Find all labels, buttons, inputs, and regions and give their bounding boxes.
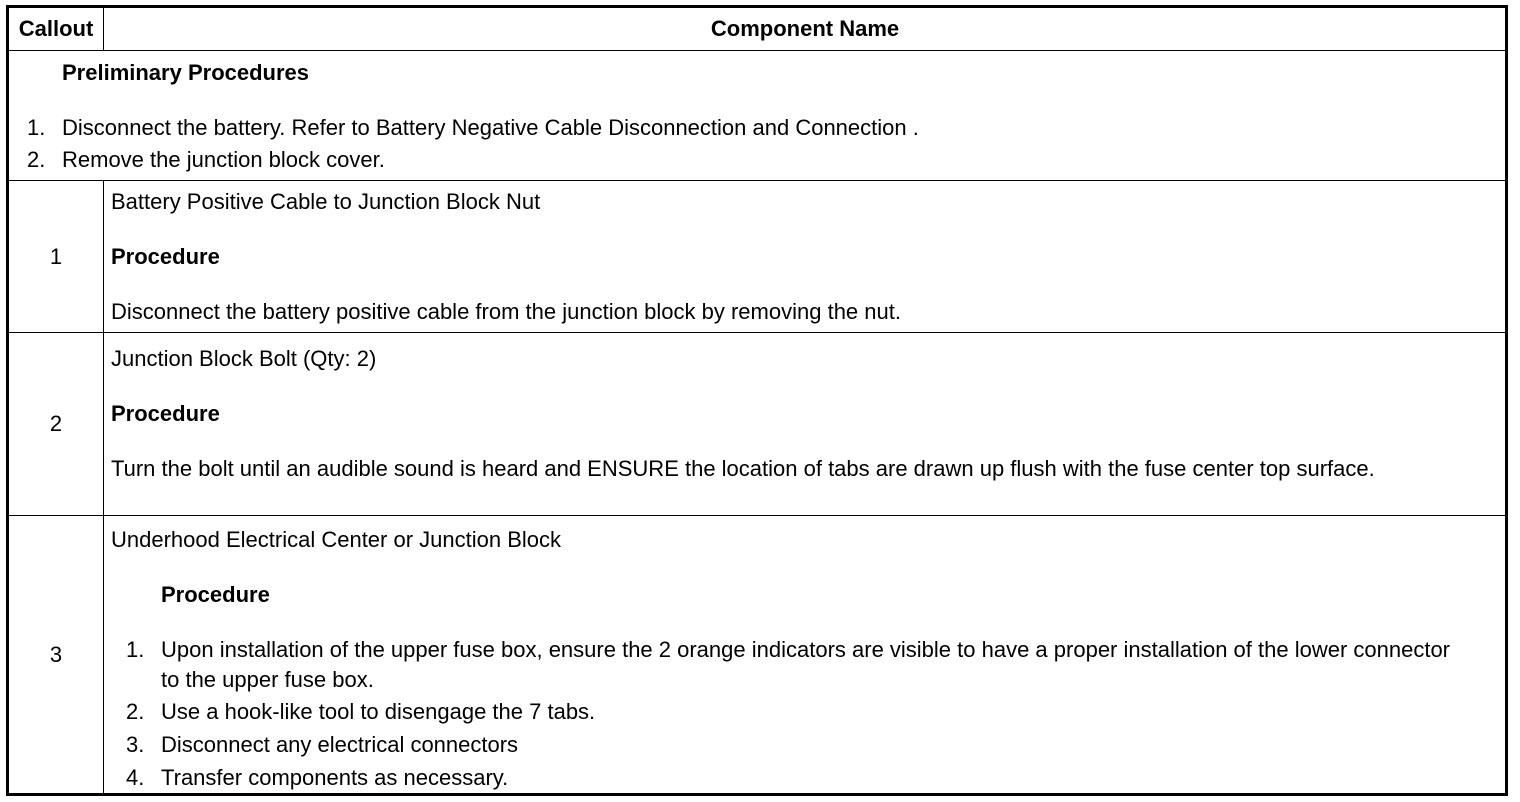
callout-number: 3 [9, 516, 104, 793]
procedure-step-number: 3. [126, 732, 145, 757]
component-name-column-header: Component Name [710, 16, 900, 41]
component-cell [105, 516, 1505, 793]
procedure-label: Procedure [111, 244, 220, 269]
procedure-label: Procedure [111, 401, 220, 426]
procedure-step-text: Upon installation of the upper fuse box, ensure the 2 orange indicators are visible to have a proper installation of the lower connector to the upper fuse box. [161, 637, 1451, 692]
procedure-step-text: Disconnect any electrical connectors [161, 732, 519, 757]
component-name: Battery Positive Cable to Junction Block Nut [111, 189, 541, 214]
procedure-label: Procedure [161, 582, 270, 607]
preliminary-step-number: 1. [27, 115, 46, 140]
callout-number: 1 [9, 181, 104, 332]
procedure-step-text: Use a hook-like tool to disengage the 7 tabs. [161, 699, 596, 724]
component-cell [105, 333, 1505, 515]
component-cell [105, 181, 1505, 332]
procedure-text: Turn the bolt until an audible sound is heard and ENSURE the location of tabs are drawn up flush with the fuse center top surface. [111, 456, 1375, 481]
procedure-text: Disconnect the battery positive cable from the junction block by removing the nut. [111, 299, 901, 324]
callout-number: 2 [9, 333, 104, 515]
procedure-table [6, 5, 1508, 796]
preliminary-step-number: 2. [27, 147, 46, 172]
preliminary-procedures-row [9, 50, 1505, 180]
table-row [9, 180, 1505, 332]
preliminary-step-text: Remove the junction block cover. [62, 147, 385, 172]
component-name: Underhood Electrical Center or Junction Block [111, 527, 562, 552]
preliminary-heading: Preliminary Procedures [62, 60, 310, 85]
component-name: Junction Block Bolt (Qty: 2) [111, 346, 377, 371]
procedure-step-number: 4. [126, 765, 145, 790]
table-row [9, 332, 1505, 515]
callout-column-header: Callout [9, 8, 104, 50]
procedure-step-number: 2. [126, 699, 145, 724]
procedure-step-number: 1. [126, 637, 145, 662]
preliminary-step-text: Disconnect the battery. Refer to Battery Negative Cable Disconnection and Connection . [62, 115, 919, 140]
table-header-row [9, 8, 1505, 50]
table-row [9, 515, 1505, 793]
procedure-step-text: Transfer components as necessary. [161, 765, 509, 790]
